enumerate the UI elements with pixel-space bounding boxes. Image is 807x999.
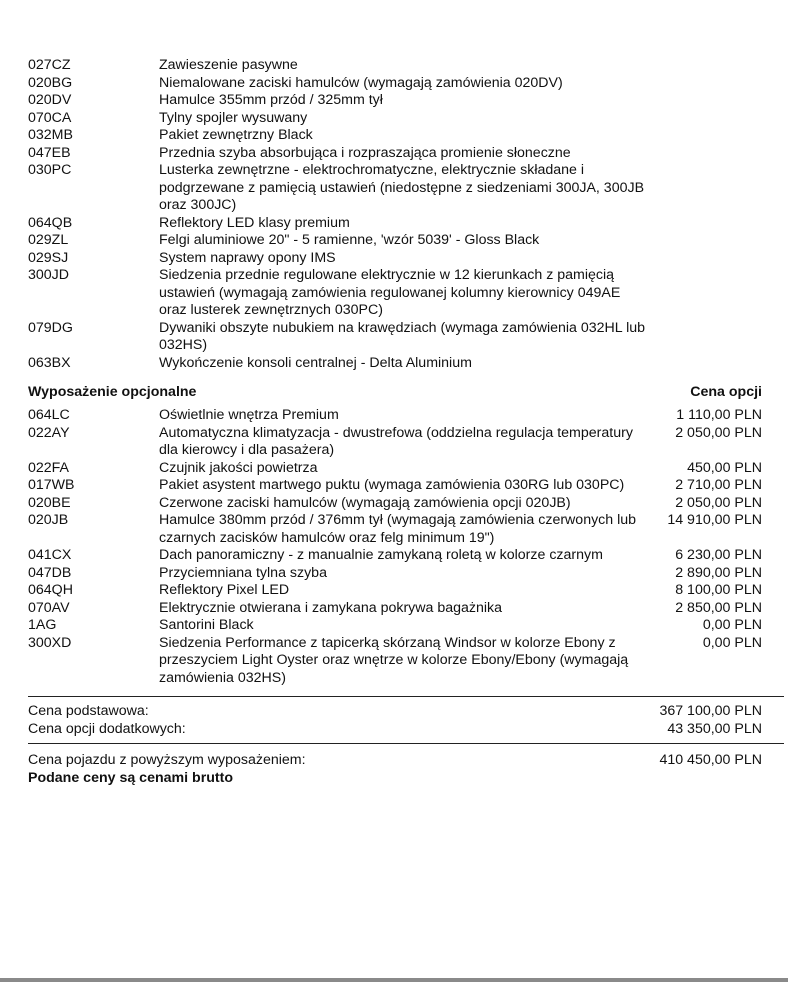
total-price-label: Cena pojazdu z powyższym wyposażeniem: bbox=[28, 752, 306, 768]
option-code: 020DV bbox=[28, 92, 72, 108]
option-code: 064QB bbox=[28, 214, 73, 231]
equipment-row bbox=[28, 92, 764, 110]
option-code: 070AV bbox=[28, 599, 70, 616]
option-code: 020JB bbox=[28, 512, 69, 528]
option-description: Lusterka zewnętrzne - elektrochromatyczne, elektrycznie składane i podgrzewane z pamięcią ustawień (niedostępne z siedzeniami 300JA, 300JB oraz 300JC) bbox=[159, 162, 645, 213]
option-description: Felgi aluminiowe 20" - 5 ramienne, 'wzór 5039' - Gloss Black bbox=[159, 232, 540, 248]
option-code: 017WB bbox=[28, 477, 75, 493]
option-code: 022FA bbox=[28, 459, 70, 476]
option-description: Hamulce 355mm przód / 325mm tył bbox=[159, 92, 383, 108]
option-price: 0,00 PLN bbox=[702, 634, 762, 651]
option-price: 8 100,00 PLN bbox=[675, 582, 762, 598]
options-price-label: Cena opcji dodatkowych: bbox=[28, 721, 186, 737]
option-code: 063BX bbox=[28, 354, 71, 371]
equipment-row bbox=[28, 582, 762, 600]
option-code: 300XD bbox=[28, 634, 72, 651]
equipment-row bbox=[28, 495, 762, 513]
total-divider bbox=[28, 743, 784, 744]
equipment-row bbox=[28, 512, 762, 547]
option-code: 020BG bbox=[28, 74, 73, 91]
option-code: 064QH bbox=[28, 582, 73, 598]
summary-divider bbox=[28, 696, 784, 697]
option-code: 064LC bbox=[28, 407, 70, 423]
option-description: Czujnik jakości powietrza bbox=[159, 459, 318, 476]
equipment-row bbox=[28, 145, 764, 163]
option-description: System naprawy opony IMS bbox=[159, 249, 336, 266]
option-code: 047DB bbox=[28, 564, 72, 581]
equipment-row bbox=[28, 460, 762, 478]
option-price: 2 710,00 PLN bbox=[675, 477, 762, 493]
equipment-row bbox=[28, 267, 764, 320]
standard-equipment-list bbox=[28, 57, 764, 372]
gross-price-note: Podane ceny są cenami brutto bbox=[28, 770, 233, 786]
option-description: Wykończenie konsoli centralnej - Delta Aluminium bbox=[159, 354, 472, 371]
option-description: Santorini Black bbox=[159, 617, 254, 633]
option-price: 2 850,00 PLN bbox=[675, 599, 762, 616]
option-description: Czerwone zaciski hamulców (wymagają zamówienia opcji 020JB) bbox=[159, 494, 571, 511]
option-description: Dywaniki obszyte nubukiem na krawędziach (wymaga zamówienia 032HL lub 032HS) bbox=[159, 319, 646, 353]
option-description: Elektrycznie otwierana i zamykana pokrywa bagażnika bbox=[159, 599, 503, 616]
equipment-row bbox=[28, 600, 762, 618]
option-price: 450,00 PLN bbox=[687, 459, 762, 476]
option-description: Przednia szyba absorbująca i rozpraszająca promienie słoneczne bbox=[159, 144, 571, 161]
optional-equipment-header bbox=[28, 384, 762, 402]
equipment-row bbox=[28, 57, 764, 75]
option-description: Siedzenia przednie regulowane elektrycznie w 12 kierunkach z pamięcią ustawień (wymagają zamówienia regulowanej kolumny kierownicy 049AE oraz lusterek zewnętrznych 030PC) bbox=[159, 267, 621, 318]
option-description: Tylny spojler wysuwany bbox=[159, 109, 308, 126]
base-price-value: 367 100,00 PLN bbox=[659, 703, 762, 719]
option-code: 079DG bbox=[28, 319, 73, 336]
base-price-row bbox=[28, 703, 762, 721]
option-description: Dach panoramiczny - z manualnie zamykaną roletą w kolorze czarnym bbox=[159, 547, 603, 563]
option-description: Reflektory Pixel LED bbox=[159, 582, 290, 598]
total-price-value: 410 450,00 PLN bbox=[659, 752, 762, 768]
option-description: Oświetlnie wnętrza Premium bbox=[159, 407, 339, 423]
option-description: Pakiet asystent martwego puktu (wymaga zamówienia 030RG lub 030PC) bbox=[159, 477, 625, 493]
total-price-row bbox=[28, 752, 762, 770]
option-price: 1 110,00 PLN bbox=[676, 407, 762, 423]
equipment-row bbox=[28, 75, 764, 93]
equipment-row bbox=[28, 407, 762, 425]
option-code: 029SJ bbox=[28, 249, 69, 266]
option-price: 2 890,00 PLN bbox=[675, 564, 762, 581]
option-price: 6 230,00 PLN bbox=[675, 547, 762, 563]
option-description: Niemalowane zaciski hamulców (wymagają zamówienia 020DV) bbox=[159, 74, 563, 91]
option-code: 029ZL bbox=[28, 232, 69, 248]
option-code: 1AG bbox=[28, 617, 57, 633]
option-code: 022AY bbox=[28, 424, 70, 441]
option-description: Przyciemniana tylna szyba bbox=[159, 564, 327, 581]
option-price: 14 910,00 PLN bbox=[667, 512, 762, 528]
equipment-row bbox=[28, 355, 764, 373]
footer-bar bbox=[0, 978, 788, 982]
equipment-row bbox=[28, 565, 762, 583]
equipment-row bbox=[28, 425, 762, 460]
equipment-row bbox=[28, 232, 764, 250]
option-code: 027CZ bbox=[28, 57, 71, 73]
equipment-row bbox=[28, 110, 764, 128]
option-price: 0,00 PLN bbox=[702, 617, 762, 633]
equipment-row bbox=[28, 617, 762, 635]
optional-equipment-title: Wyposażenie opcjonalne bbox=[28, 384, 197, 400]
option-code: 032MB bbox=[28, 127, 73, 143]
base-price-label: Cena podstawowa: bbox=[28, 703, 149, 719]
option-description: Automatyczna klimatyzacja - dwustrefowa (oddzielna regulacja temperatury dla kierowcy i dla pasażera) bbox=[159, 424, 633, 458]
option-description: Hamulce 380mm przód / 376mm tył (wymagają zamówienia czerwonych lub czarnych zacisków hamulców oraz felg minimum 19") bbox=[159, 512, 637, 546]
options-price-row bbox=[28, 721, 762, 739]
option-description: Reflektory LED klasy premium bbox=[159, 214, 350, 231]
options-price-value: 43 350,00 PLN bbox=[667, 721, 762, 737]
option-code: 030PC bbox=[28, 162, 72, 178]
equipment-row bbox=[28, 477, 762, 495]
optional-equipment-list bbox=[28, 407, 762, 687]
option-code: 300JD bbox=[28, 267, 70, 283]
equipment-row bbox=[28, 250, 764, 268]
option-code: 041CX bbox=[28, 547, 72, 563]
equipment-row bbox=[28, 547, 762, 565]
equipment-row bbox=[28, 162, 764, 215]
option-description: Siedzenia Performance z tapicerką skórzaną Windsor w kolorze Ebony z przeszyciem Light Oyster oraz wnętrze w kolorze Ebony/Ebony (wymagają zamówienia 032HS) bbox=[159, 634, 629, 686]
equipment-row bbox=[28, 635, 762, 688]
option-code: 020BE bbox=[28, 494, 71, 511]
equipment-row bbox=[28, 127, 764, 145]
option-code: 047EB bbox=[28, 144, 71, 161]
option-description: Zawieszenie pasywne bbox=[159, 57, 298, 73]
option-description: Pakiet zewnętrzny Black bbox=[159, 127, 313, 143]
equipment-row bbox=[28, 215, 764, 233]
option-price-column-label: Cena opcji bbox=[690, 384, 762, 400]
option-price: 2 050,00 PLN bbox=[675, 494, 762, 511]
equipment-row bbox=[28, 320, 764, 355]
option-price: 2 050,00 PLN bbox=[675, 424, 762, 441]
option-code: 070CA bbox=[28, 109, 72, 126]
